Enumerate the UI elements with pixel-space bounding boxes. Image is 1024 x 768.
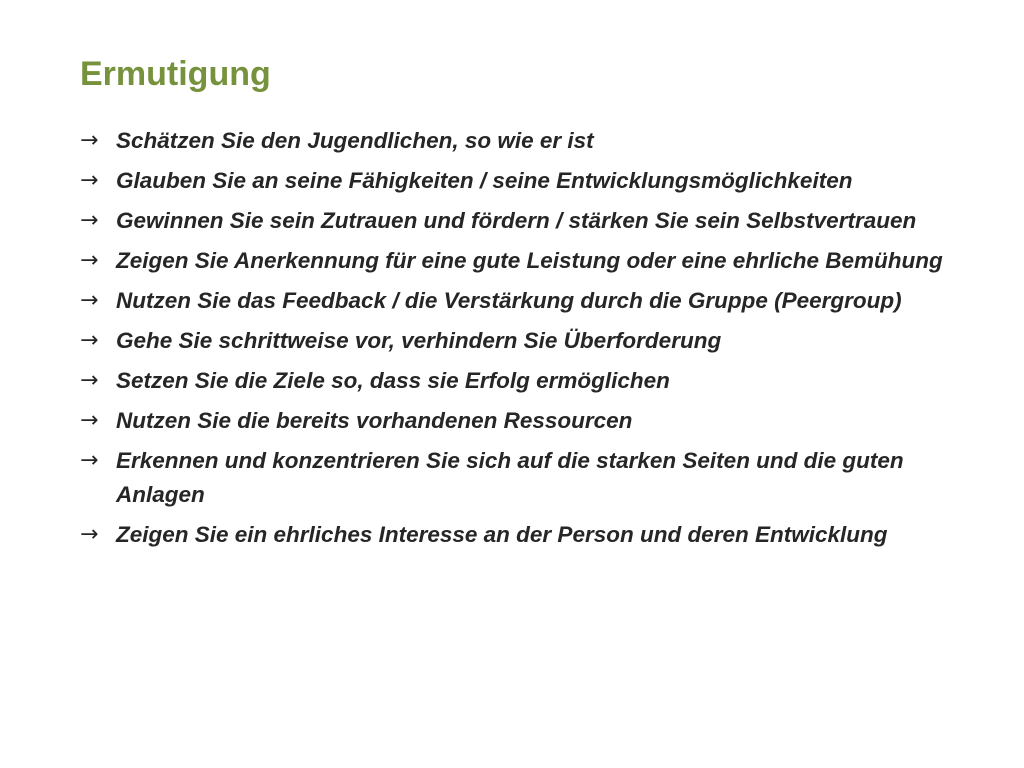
bullet-text: Nutzen Sie die bereits vorhandenen Ressourcen [116,408,633,433]
bullet-text: Zeigen Sie Anerkennung für eine gute Leistung oder eine ehrliche Bemühung [116,248,943,273]
bullet-item [80,164,980,198]
arrow-right-icon: → [80,368,99,393]
bullet-item [80,324,980,358]
bullet-text: Gewinnen Sie sein Zutrauen und fördern / stärken Sie sein Selbstvertrauen [116,208,917,233]
bullet-text: Erkennen und konzentrieren Sie sich auf die starken Seiten und die guten Anlagen [116,448,904,507]
bullet-item [80,204,980,238]
arrow-right-icon: → [80,448,99,473]
arrow-right-icon: → [80,288,99,313]
bullet-text: Zeigen Sie ein ehrliches Interesse an der Person und deren Entwicklung [116,522,888,547]
bullet-item [80,518,980,552]
bullet-text: Setzen Sie die Ziele so, dass sie Erfolg ermöglichen [116,368,670,393]
bullet-item [80,124,980,158]
bullet-item [80,284,980,318]
bullet-item [80,444,980,512]
arrow-right-icon: → [80,208,99,233]
arrow-right-icon: → [80,128,99,153]
arrow-right-icon: → [80,328,99,353]
bullet-text: Gehe Sie schrittweise vor, verhindern Sie Überforderung [116,328,722,353]
bullet-item [80,404,980,438]
bullet-text: Schätzen Sie den Jugendlichen, so wie er ist [116,128,594,153]
bullet-item [80,244,980,278]
bullet-item [80,364,980,398]
arrow-right-icon: → [80,408,99,433]
bullet-list [80,124,980,558]
slide-title: Ermutigung [80,55,271,93]
arrow-right-icon: → [80,248,99,273]
bullet-text: Nutzen Sie das Feedback / die Verstärkung durch die Gruppe (Peergroup) [116,288,902,313]
bullet-text: Glauben Sie an seine Fähigkeiten / seine Entwicklungsmöglichkeiten [116,168,853,193]
arrow-right-icon: → [80,522,99,547]
arrow-right-icon: → [80,168,99,193]
